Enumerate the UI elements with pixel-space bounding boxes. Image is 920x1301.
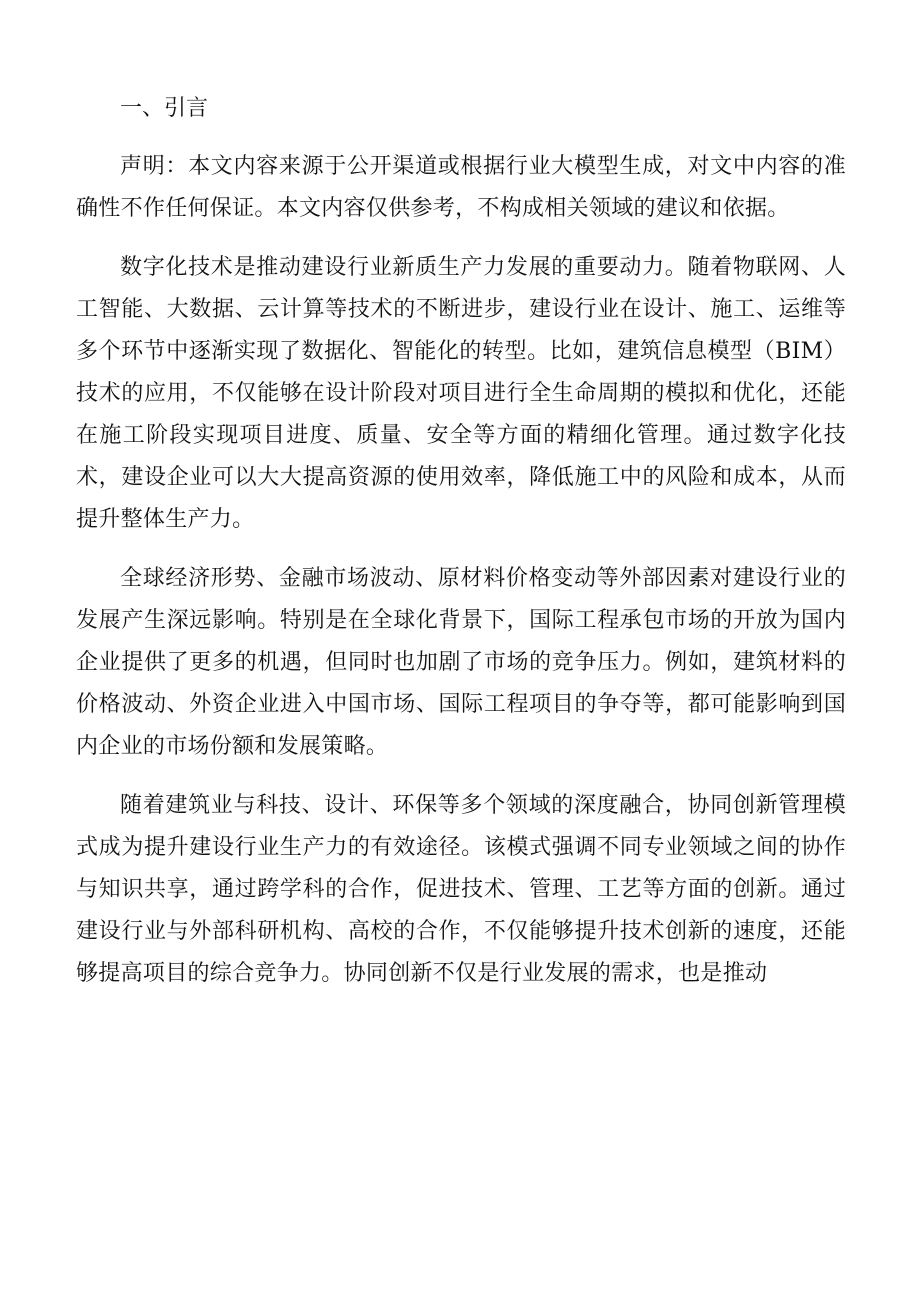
paragraph-disclaimer: 声明：本文内容来源于公开渠道或根据行业大模型生成，对文中内容的准确性不作任何保证。本文内容仅供参考，不构成相关领域的建议和依据。	[76, 154, 846, 221]
paragraph-digital-technology: 数字化技术是推动建设行业新质生产力发展的重要动力。随着物联网、人工智能、大数据、云计算等技术的不断进步，建设行业在设计、施工、运维等多个环节中逐渐实现了数据化、智能化的转型。比如，建筑信息模型（BIM）技术的应用，不仅能够在设计阶段对项目进行全生命周期的模拟和优化，还能在施工阶段实现项目进度、质量、安全等方面的精细化管理。通过数字化技术，建设企业可以大大提高资源的使用效率，降低施工中的风险和成本，从而提升整体生产力。	[76, 255, 846, 532]
paragraph-global-economy: 全球经济形势、金融市场波动、原材料价格变动等外部因素对建设行业的发展产生深远影响。特别是在全球化背景下，国际工程承包市场的开放为国内企业提供了更多的机遇，但同时也加剧了市场的竞争压力。例如，建筑材料的价格波动、外资企业进入中国市场、国际工程项目的争夺等，都可能影响到国内企业的市场份额和发展策略。	[76, 566, 846, 759]
document-body	[76, 88, 846, 1012]
paragraph-collaborative-innovation: 随着建筑业与科技、设计、环保等多个领域的深度融合，协同创新管理模式成为提升建设行业生产力的有效途径。该模式强调不同专业领域之间的协作与知识共享，通过跨学科的合作，促进技术、管理、工艺等方面的创新。通过建设行业与外部科研机构、高校的合作，不仅能够提升技术创新的速度，还能够提高项目的综合竞争力。协同创新不仅是行业发展的需求，也是推动	[76, 793, 846, 986]
section-heading: 一、引言	[120, 96, 209, 121]
